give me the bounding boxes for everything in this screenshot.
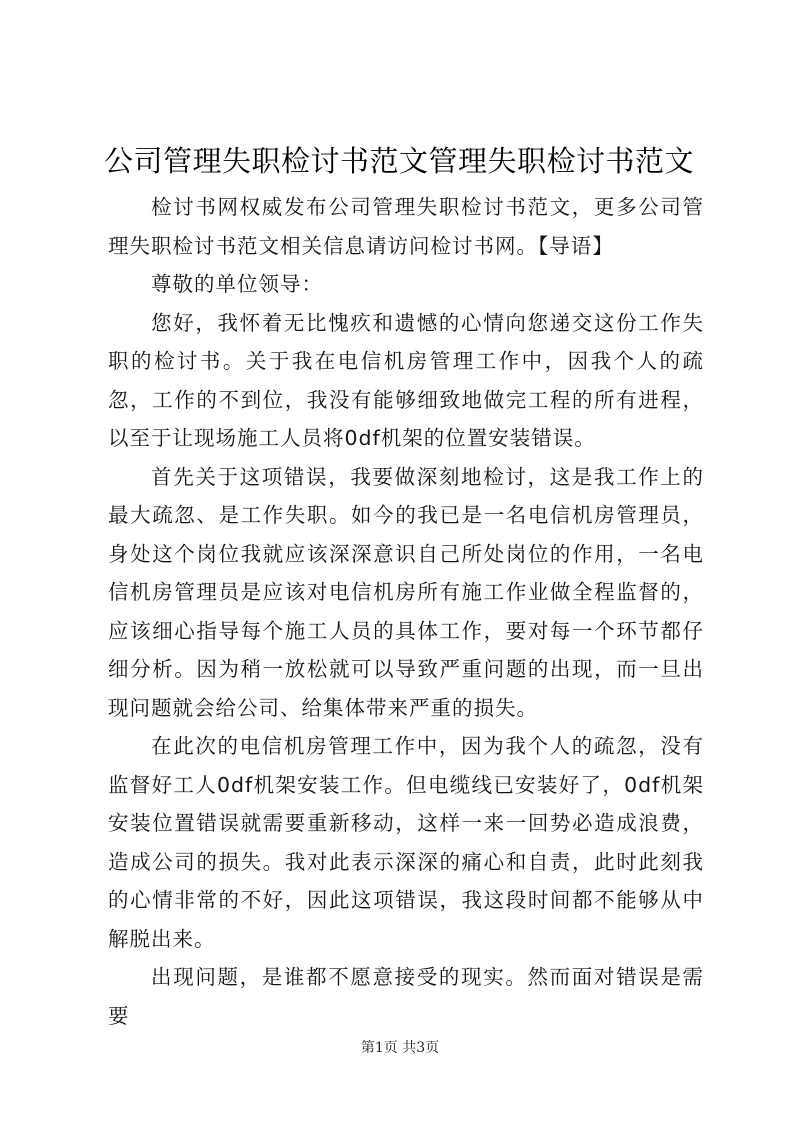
reflection-paragraph: 首先关于这项错误，我要做深刻地检讨，这是我工作上的最大疏忽、是工作失职。如今的我已是一名电信机房管理员，身处这个岗位我就应该深深意识自己所处岗位的作用，一名电信机房管理员是应该对电信机房所有施工作业做全程监督的，应该细心指导每个施工人员的具体工作，要对每一个环节都仔细分析。因为稍一放松就可以导致严重问题的出现，而一旦出现问题就会给公司、给集体带来严重的损失。: [108, 464, 704, 720]
incident-paragraph: 在此次的电信机房管理工作中，因为我个人的疏忽，没有监督好工人0df机架安装工作。但电缆线已安装好了，0df机架安装位置错误就需要重新移动，这样一来一回势必造成浪费，造成公司的损失。我对此表示深深的痛心和自责，此时此刻我的心情非常的不好，因此这项错误，我这段时间都不能够从中解脱出来。: [108, 734, 704, 951]
salutation-paragraph: 尊敬的单位领导：: [151, 272, 324, 296]
document-title: 公司管理失职检讨书范文管理失职检讨书范文: [104, 144, 695, 178]
closing-paragraph: 出现问题，是谁都不愿意接受的现实。然而面对错误是需要: [108, 965, 704, 1028]
document-body: [108, 188, 704, 1035]
intro-paragraph: 检讨书网权威发布公司管理失职检讨书范文，更多公司管理失职检讨书范文相关信息请访问检讨书网。【导语】: [108, 195, 704, 258]
greeting-paragraph: 您好，我怀着无比愧疚和遗憾的心情向您递交这份工作失职的检讨书。关于我在电信机房管理工作中，因我个人的疏忽，工作的不到位，我没有能够细致地做完工程的所有进程，以至于让现场施工人员将0df机架的位置安装错误。: [108, 310, 704, 450]
page-number-footer: 第1页 共3页: [360, 1040, 440, 1056]
